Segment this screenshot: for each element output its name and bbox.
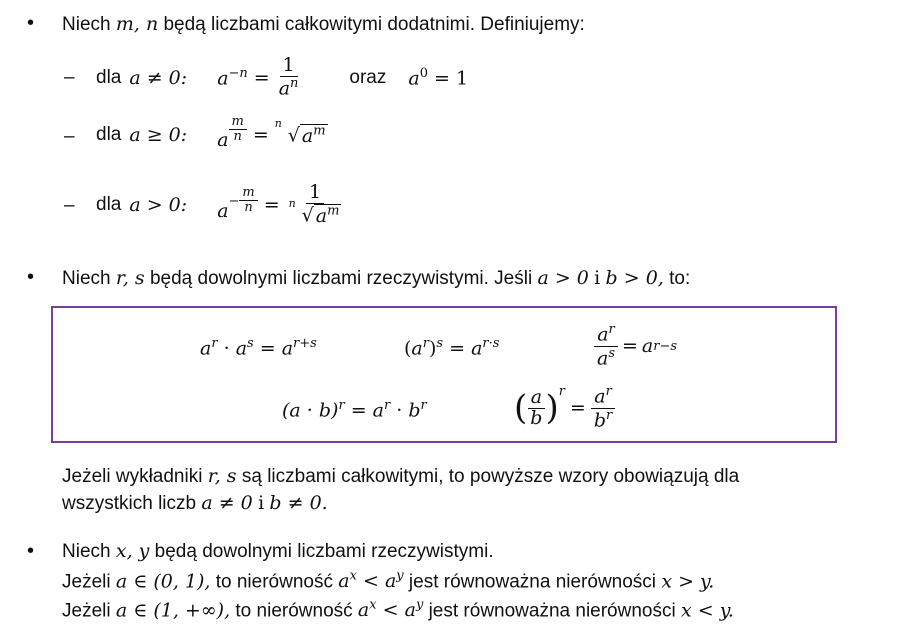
formula-lhs: a − $\frac{m}{n}$ <box>217 188 258 222</box>
dash-2: – <box>64 126 75 147</box>
section3-line-2: Jeżeli a ∈ (1, +∞), to nierówność $a^x < a^y$ jest równoważna nierówności x < y. <box>62 598 734 622</box>
fraction: 1 n √ $a^m$ <box>288 181 340 227</box>
formula-lhs: $a^{-n}$ <box>217 66 248 90</box>
dash-1: – <box>64 67 75 88</box>
intro-text: będą liczbami całkowitymi dodatnimi. Definiujemy: <box>163 14 585 35</box>
bullet-2: • <box>27 266 35 288</box>
nth-root: n √ $a^m$ <box>274 117 326 147</box>
oraz-label: oraz <box>349 67 387 88</box>
rule-negative-fractional-exponent <box>96 178 344 232</box>
equals-sign: = <box>263 194 280 216</box>
bullet-3: • <box>27 540 35 562</box>
rule-label: dla <box>96 124 122 145</box>
rule-condition: a ≠ 0: <box>129 67 188 89</box>
rule-condition: a > 0: <box>129 194 188 216</box>
formulas-box <box>51 306 837 443</box>
formula-lhs: a $\frac{m}{n}$ <box>217 119 247 151</box>
section3-line-1: Jeżeli a ∈ (0, 1), to nierówność $a^x < a^y$ jest równoważna nierówności x > y. <box>62 569 715 593</box>
note-line-1: Jeżeli wykładniki r, s są liczbami całkowitymi, to powyższe wzory obowiązują dla <box>62 465 740 487</box>
rule-label: dla <box>96 194 122 215</box>
dash-3: – <box>64 195 75 216</box>
formula-product-powers: $a^r \cdot a^s = a^{r+s}$ <box>200 336 317 360</box>
bullet-1: • <box>27 12 35 34</box>
fraction: $\frac{1}{a^n}$ <box>278 54 299 100</box>
rule-label: dla <box>96 67 122 88</box>
intro-vars: m, n <box>115 13 159 35</box>
rule-condition: a ≥ 0: <box>129 124 188 146</box>
rule-fractional-exponent <box>96 114 328 156</box>
section1-intro <box>62 13 585 36</box>
formula-power-of-power: $(a^r)^s = a^{r\cdot s}$ <box>404 336 500 360</box>
formula-quotient-powers: $\frac{a^r}{a^s}$ = a r−s <box>594 318 677 374</box>
zero-exponent: $a^0 = 1$ <box>408 66 469 90</box>
formula-power-of-product: $(a \cdot b)^r = a^r \cdot b^r$ <box>282 398 427 422</box>
equals-sign: = <box>252 124 269 146</box>
formula-power-of-quotient: ( $\frac{a}{b}$ ) $^r$ = $\frac{a^r}{b^r}$ <box>514 380 615 436</box>
intro-text: Niech <box>62 14 111 35</box>
section2-intro: Niech r, s będą dowolnymi liczbami rzeczywistymi. Jeśli a > 0 i b > 0, to: <box>62 267 691 289</box>
equals-sign: = <box>253 67 270 89</box>
rule-negative-exponent <box>96 54 469 100</box>
note-line-2: wszystkich liczb a ≠ 0 i b ≠ 0. <box>62 492 328 514</box>
section3-intro: Niech x, y będą dowolnymi liczbami rzeczywistymi. <box>62 540 494 562</box>
